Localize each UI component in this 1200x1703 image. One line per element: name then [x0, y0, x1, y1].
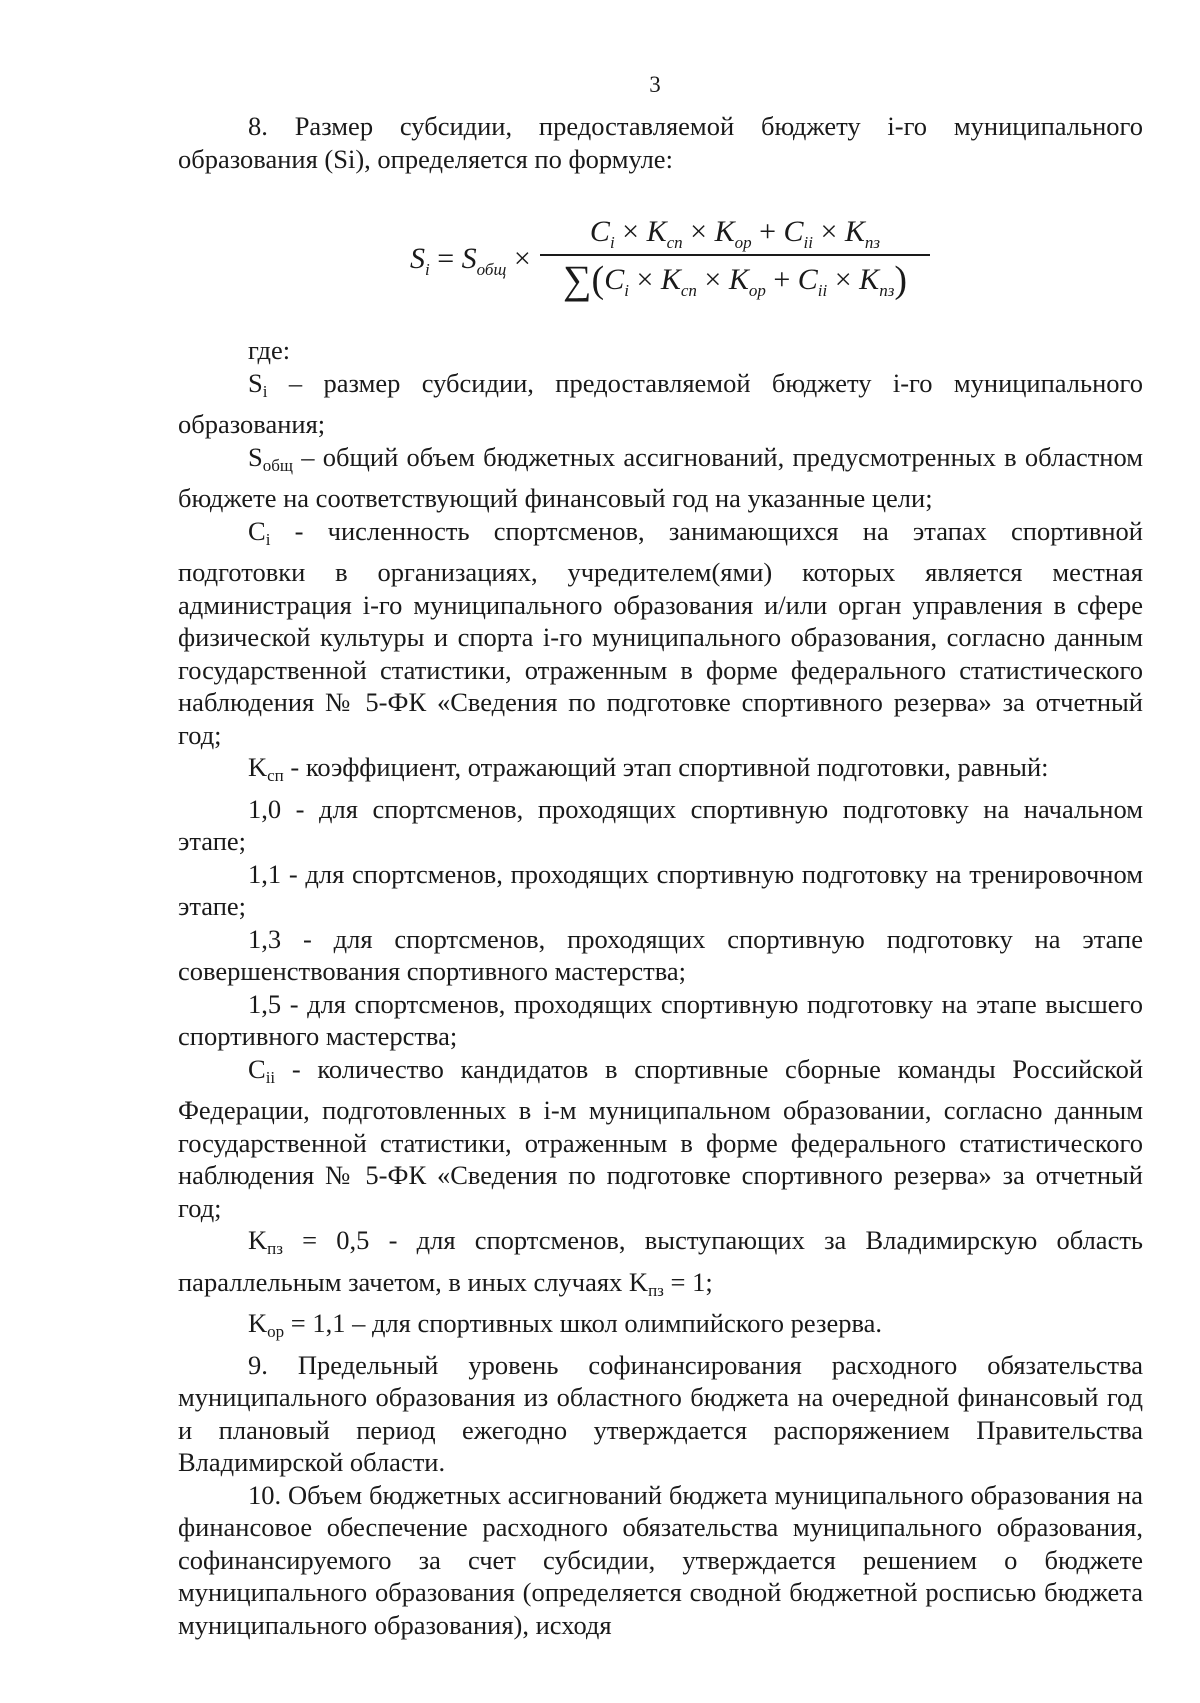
def-ci: Ci - численность спортсменов, занимающихся на этапах спортивной подготовки в организациях, учредителем(ями) которых является местная администрация i-го муниципального образования и/или орган управления в сфере физической культуры и спорта i-го муниципального образования, согласно данным государственной статистики, отраженным в форме федерального статистического наблюдения № 5-ФК «Сведения по подготовке спортивного резерва» за отчетный год; [178, 515, 1143, 750]
numerator-operator: × [614, 215, 647, 248]
coef-1-1: 1,1 - для спортсменов, проходящих спортивную подготовку на тренировочном этапе; [178, 858, 1143, 921]
formula-denominator-terms [604, 263, 895, 300]
numerator-variable-sub: ii [803, 233, 813, 252]
denominator-variable: K [859, 263, 880, 296]
formula-fraction-bar [540, 254, 930, 256]
denominator-variable-sub: пз [879, 281, 895, 300]
denominator-operator: + [765, 263, 798, 296]
numerator-operator: × [812, 215, 845, 248]
formula-fraction [540, 212, 930, 311]
def-cii: Cii - количество кандидатов в спортивные сборные команды Российской Федерации, подготовленных в i-м муниципальном образовании, согласно данным государственной статистики, отраженным в форме федерального статистического наблюдения № 5-ФК «Сведения по подготовке спортивного резерва» за отчетный год; [178, 1053, 1143, 1223]
coef-1-0: 1,0 - для спортсменов, проходящих спортивную подготовку на начальном этапе; [178, 793, 1143, 856]
coef-1-3: 1,3 - для спортсменов, проходящих спортивную подготовку на этапе совершенствования спортивного мастерства; [178, 923, 1143, 986]
paragraph-8-block [178, 110, 1143, 175]
def-sobsh: Sобщ – общий объем бюджетных ассигнований, предусмотренных в областном бюджете на соответствующий финансовый год на указанные цели; [178, 441, 1143, 513]
denominator-variable-sub: сп [680, 281, 697, 300]
page-number: 3 [649, 72, 661, 97]
numerator-variable-sub: ор [734, 233, 752, 252]
formula-lhs-var: S [410, 242, 425, 275]
denominator-variable-sub: ор [748, 281, 766, 300]
denominator-operator: × [628, 263, 661, 296]
numerator-variable: K [714, 215, 735, 248]
numerator-variable: K [646, 215, 667, 248]
formula-lhs-total-sub: общ [476, 260, 507, 279]
denominator-variable-sub: ii [817, 281, 828, 300]
paragraph-10: 10. Объем бюджетных ассигнований бюджета муниципального образования на финансовое обеспечение расходного обязательства муниципального образования, софинансируемого за счет субсидии, утверждается решением о бюджете муниципального образования (определяется сводной бюджетной росписью бюджета муниципального образования), исходя [178, 1479, 1143, 1640]
numerator-variable: C [783, 215, 804, 248]
denominator-operator: × [827, 263, 860, 296]
formula-lhs: $S_i = S_{общ}$ × [410, 242, 531, 279]
definitions-block [178, 334, 1143, 1641]
denominator-variable: C [797, 263, 818, 296]
numerator-variable-sub: пз [864, 233, 881, 252]
formula-numerator [540, 212, 930, 252]
paragraph-9: 9. Предельный уровень софинансирования расходного обязательства муниципального образования из областного бюджета на очередной финансовый год и плановый период ежегодно утверждается распоряжением Правительства Владимирской области. [178, 1349, 1143, 1477]
denominator-variable: K [660, 263, 681, 296]
subsidy-formula [410, 212, 930, 322]
formula-lhs-var-sub: i [425, 260, 430, 279]
def-ksp: Kсп - коэффициент, отражающий этап спортивной подготовки, равный: [248, 752, 1049, 785]
denominator-variable: K [728, 263, 749, 296]
formula-denominator: $\sum(C_i \times K_{сп} \times K_{ор} + C_{ii} \times K_{пз})$ [563, 257, 907, 302]
denominator-variable-sub: i [624, 281, 629, 300]
numerator-variable: C [589, 215, 610, 248]
def-si: Si – размер субсидии, предоставляемой бюджету i-го муниципального образования; [178, 367, 1143, 439]
def-kor: Kор = 1,1 – для спортивных школ олимпийского резерва. [248, 1308, 883, 1341]
where-label: где: [248, 335, 291, 365]
numerator-variable: K [844, 215, 865, 248]
denominator-variable: C [604, 263, 625, 296]
sum-symbol: ∑ [563, 257, 592, 302]
numerator-variable-sub: сп [666, 233, 683, 252]
paragraph-8: 8. Размер субсидии, предоставляемой бюджету i-го муниципального образования (Si), определяется по формуле: [178, 111, 1143, 174]
formula-lhs-total: S [461, 242, 477, 275]
numerator-operator: × [682, 215, 715, 248]
numerator-variable-sub: i [609, 233, 615, 252]
coef-1-5: 1,5 - для спортсменов, проходящих спортивную подготовку на этапе высшего спортивного мастерства; [178, 988, 1143, 1051]
def-kpz: Kпз = 0,5 - для спортсменов, выступающих за Владимирскую область параллельным зачетом, в иных случаях Kпз = 1; [178, 1225, 1143, 1300]
denominator-operator: × [696, 263, 729, 296]
numerator-operator: + [751, 215, 784, 248]
